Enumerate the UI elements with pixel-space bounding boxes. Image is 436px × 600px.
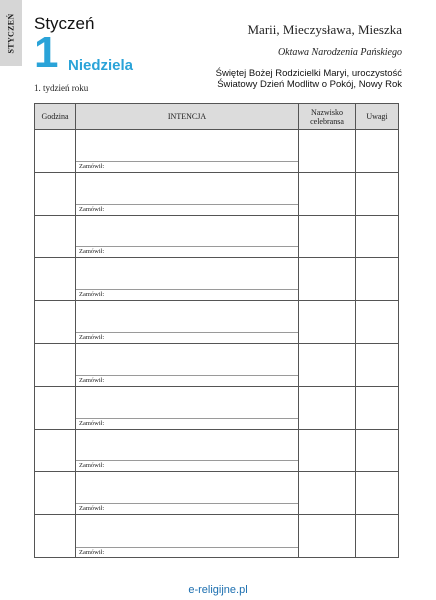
hour-cell[interactable]	[35, 515, 76, 558]
table-header	[35, 104, 398, 130]
notes-cell[interactable]	[356, 430, 398, 472]
intention-writing-area[interactable]	[76, 216, 298, 248]
table-body	[35, 130, 398, 558]
ordered-by-label: Zamówił:	[79, 205, 105, 213]
intention-writing-area[interactable]	[76, 472, 298, 504]
intention-writing-area[interactable]	[76, 430, 298, 462]
notes-cell[interactable]	[356, 472, 398, 514]
celebrant-cell[interactable]	[299, 515, 356, 558]
table-row	[35, 472, 398, 515]
table-row	[35, 130, 398, 173]
hour-cell[interactable]	[35, 216, 76, 258]
table-row	[35, 430, 398, 473]
notes-cell[interactable]	[356, 301, 398, 343]
day-number: 1	[34, 28, 59, 77]
intention-writing-area[interactable]	[76, 130, 298, 162]
ordered-by-label: Zamówił:	[79, 291, 105, 299]
intention-cell[interactable]	[76, 344, 299, 386]
celebrant-cell[interactable]	[299, 258, 356, 300]
name-days: Marii, Mieczysława, Mieszka	[247, 22, 402, 37]
feast-line-2: Światowy Dzień Modlitw o Pokój, Nowy Rok	[217, 79, 402, 90]
ordered-by-label: Zamówił:	[79, 333, 105, 341]
table-row	[35, 301, 398, 344]
celebrant-cell[interactable]	[299, 430, 356, 472]
intention-cell[interactable]	[76, 216, 299, 258]
hour-cell[interactable]	[35, 472, 76, 514]
celebrant-cell[interactable]	[299, 344, 356, 386]
week-of-year: 1. tydzień roku	[34, 83, 89, 93]
notes-cell[interactable]	[356, 130, 398, 172]
notes-cell[interactable]	[356, 216, 398, 258]
intention-cell[interactable]	[76, 173, 299, 215]
intention-cell[interactable]	[76, 387, 299, 429]
hour-cell[interactable]	[35, 387, 76, 429]
column-header-celebrant: Nazwisko celebransa	[299, 104, 356, 129]
celebrant-cell[interactable]	[299, 173, 356, 215]
notes-cell[interactable]	[356, 173, 398, 215]
notes-cell[interactable]	[356, 387, 398, 429]
ordered-by-label: Zamówił:	[79, 376, 105, 384]
intention-writing-area[interactable]	[76, 258, 298, 290]
intention-writing-area[interactable]	[76, 301, 298, 333]
intention-cell[interactable]	[76, 301, 299, 343]
column-header-hour: Godzina	[35, 104, 76, 129]
intention-cell[interactable]	[76, 472, 299, 514]
table-row	[35, 173, 398, 216]
celebrant-cell[interactable]	[299, 130, 356, 172]
intention-cell[interactable]	[76, 430, 299, 472]
celebrant-cell[interactable]	[299, 387, 356, 429]
intention-cell[interactable]	[76, 258, 299, 300]
ordered-by-label: Zamówił:	[79, 505, 105, 513]
day-name: Niedziela	[68, 57, 134, 74]
feast-line-1: Świętej Bożej Rodzicielki Maryi, uroczystość	[215, 68, 402, 79]
table-row	[35, 344, 398, 387]
ordered-by-label: Zamówił:	[79, 462, 105, 470]
ordered-by-label: Zamówił:	[79, 548, 105, 556]
notes-cell[interactable]	[356, 515, 398, 558]
intention-cell[interactable]	[76, 130, 299, 172]
hour-cell[interactable]	[35, 258, 76, 300]
table-row	[35, 515, 398, 558]
ordered-by-label: Zamówił:	[79, 419, 105, 427]
table-row	[35, 258, 398, 301]
intention-writing-area[interactable]	[76, 515, 298, 548]
intention-writing-area[interactable]	[76, 173, 298, 205]
hour-cell[interactable]	[35, 301, 76, 343]
hour-cell[interactable]	[35, 173, 76, 215]
celebrant-cell[interactable]	[299, 472, 356, 514]
column-header-intention: INTENCJA	[76, 104, 299, 129]
table-row	[35, 216, 398, 259]
hour-cell[interactable]	[35, 344, 76, 386]
feast-description	[182, 68, 402, 90]
liturgical-octave: Oktawa Narodzenia Pańskiego	[277, 47, 402, 58]
column-header-notes: Uwagi	[366, 112, 388, 121]
intention-cell[interactable]	[76, 515, 299, 558]
month-side-tab-label: STYCZEŃ	[6, 13, 16, 53]
month-title: Styczeń	[34, 14, 95, 33]
ordered-by-label: Zamówił:	[79, 162, 105, 170]
celebrant-cell[interactable]	[299, 216, 356, 258]
hour-cell[interactable]	[35, 130, 76, 172]
table-row	[35, 387, 398, 430]
hour-cell[interactable]	[35, 430, 76, 472]
month-side-tab	[0, 0, 22, 66]
notes-cell[interactable]	[356, 344, 398, 386]
intention-writing-area[interactable]	[76, 387, 298, 419]
site-watermark: e-religijne.pl	[188, 584, 248, 596]
celebrant-cell[interactable]	[299, 301, 356, 343]
ordered-by-label: Zamówił:	[79, 248, 105, 256]
intention-writing-area[interactable]	[76, 344, 298, 376]
intentions-table	[34, 103, 399, 558]
notes-cell[interactable]	[356, 258, 398, 300]
